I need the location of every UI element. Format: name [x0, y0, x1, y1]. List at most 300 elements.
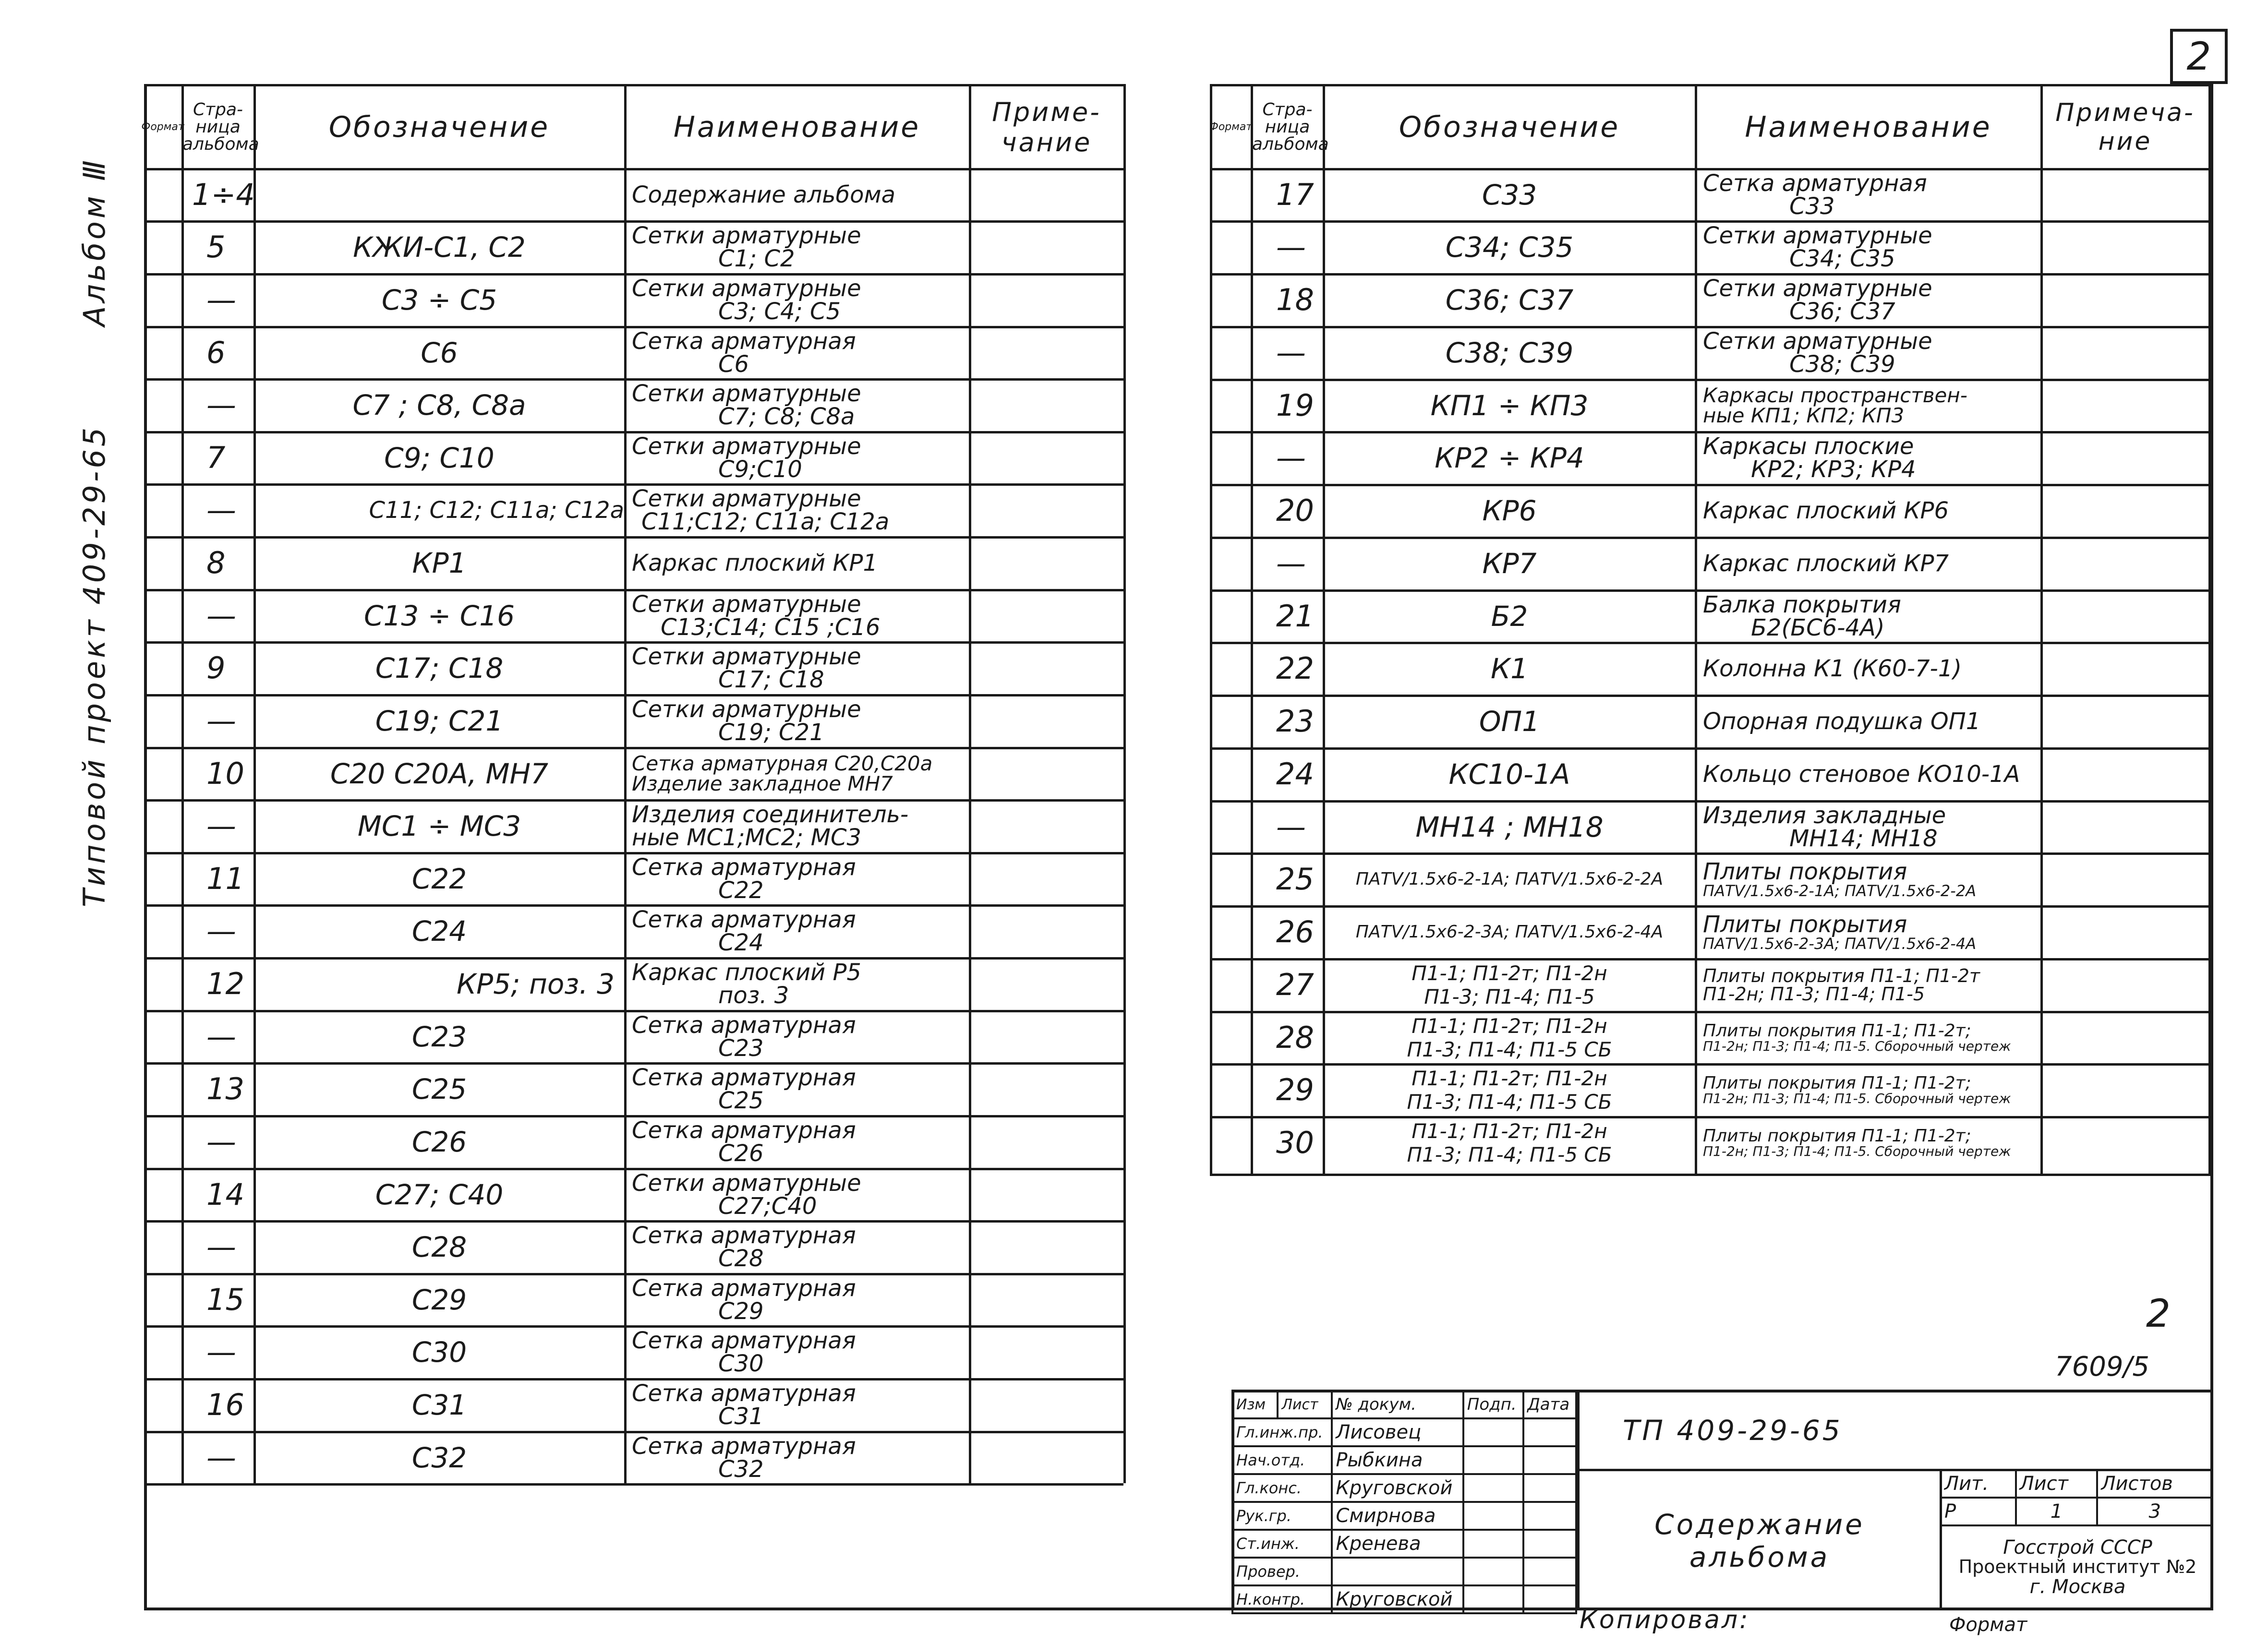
left-row-name-line1: Сетка арматурная [632, 1116, 856, 1144]
right-row-name-line1: Изделия закладные [1703, 802, 1946, 829]
left-header-page: Стра-ница альбома [182, 100, 259, 154]
right-row-name [1696, 801, 2047, 852]
sheet-title-line2: альбома [1689, 1541, 1830, 1573]
right-row-name [1696, 853, 2047, 905]
right-row-page: 30 [1276, 1125, 1314, 1160]
right-row-designation [1324, 380, 1695, 431]
right-header-format: Формат [1209, 121, 1253, 133]
right-row-designation [1324, 538, 1695, 589]
right-row-page: 17 [1276, 177, 1314, 212]
left-row-page: — [206, 282, 236, 317]
left-row-name [625, 1169, 976, 1220]
right-row-name-line1: Опорная подушка ОП1 [1703, 708, 1981, 735]
right-row-name-line1: Сетки арматурные [1703, 275, 1932, 302]
sheet-label: Лист [2016, 1470, 2098, 1498]
left-row-name-line1: Сетка арматурная [632, 1274, 856, 1302]
stamp-sign-cell [1463, 1474, 1523, 1502]
format-label: Формат [1949, 1614, 2027, 1636]
right-row-designation-line1: П1-1; П1-2т; П1-2н [1411, 1066, 1607, 1090]
left-row-page: — [206, 1440, 236, 1475]
left-row-name-line1: Изделия соединитель- [632, 801, 909, 828]
stamp-sign-cell [1463, 1446, 1523, 1474]
right-row-designation-line2: П1-3; П1-4; П1-5 СБ [1407, 1142, 1612, 1166]
right-row-designation-line1: К1 [1490, 652, 1529, 685]
organization [1942, 1524, 2213, 1610]
right-row-page: 22 [1276, 651, 1314, 686]
left-row-designation: С24 [411, 914, 467, 948]
right-row-designation [1324, 906, 1695, 958]
right-row-name [1696, 485, 2047, 536]
sheets-value: 3 [2097, 1498, 2212, 1525]
right-row-page: 20 [1276, 493, 1314, 528]
right-row-designation [1324, 748, 1695, 800]
stamp-person: Круговской [1332, 1585, 1463, 1613]
left-row-name-line1: Сетка арматурная [632, 1432, 856, 1460]
left-row-name-line1: Сетки арматурные [632, 432, 861, 460]
right-row-designation [1324, 853, 1695, 905]
left-row-page: — [206, 703, 236, 738]
stamp-role: Гл.инж.пр. [1232, 1418, 1332, 1446]
right-row-name-line1: Каркасы плоские [1703, 432, 1914, 460]
left-row-name-line2: С6 [718, 350, 749, 378]
right-row-name-line1: Кольцо стеновое КО10-1А [1703, 760, 2020, 788]
right-row-designation [1324, 1012, 1695, 1063]
frame-mid-left [144, 1483, 1123, 1486]
right-row-page: 19 [1276, 388, 1314, 423]
left-row-name [625, 484, 976, 536]
organization-line1: Госстрой СССР [2003, 1536, 2152, 1559]
right-row-designation [1324, 1064, 1695, 1116]
left-row-page: 13 [206, 1071, 244, 1106]
left-row-name-line1: Сетка арматурная [632, 1327, 856, 1354]
left-row-designation: КР1 [412, 546, 467, 579]
left-row-name [625, 274, 976, 325]
right-row-name [1696, 221, 2047, 273]
left-row-page: 5 [206, 229, 226, 264]
right-header-note: Примеча-ние [2055, 98, 2195, 156]
left-row-name-line1: Сетка арматурная С20,С20а [632, 751, 933, 775]
left-row-name-line2: С26 [718, 1140, 764, 1167]
left-row-page: 7 [206, 440, 226, 475]
left-row-designation: С3 ÷ С5 [381, 283, 497, 316]
right-row-designation [1324, 696, 1695, 747]
right-row-name-line2: МН14; МН18 [1789, 825, 1938, 852]
left-row-designation: С6 [421, 336, 458, 369]
left-row-name-line2: С1; С2 [718, 245, 795, 272]
left-row-designation: С28 [411, 1230, 467, 1263]
right-header-page: Стра-ница альбома [1252, 100, 1329, 154]
right-row-name-line2: С36; С37 [1789, 298, 1895, 325]
stamp-role: Н.контр. [1232, 1585, 1332, 1613]
left-row-page: 10 [206, 756, 244, 791]
right-row-name-line2: С33 [1789, 192, 1835, 220]
left-row-name-line1: Сетка арматурная [632, 906, 856, 933]
stamp-person: Кренева [1332, 1530, 1463, 1558]
right-row-page: 24 [1276, 756, 1314, 792]
right-row-name-line1: Каркасы пространствен- [1703, 383, 1967, 407]
right-row-page: 27 [1276, 967, 1314, 1002]
stamp-date-cell [1523, 1558, 1576, 1585]
left-row-name [625, 590, 976, 641]
left-row-page: 9 [206, 650, 226, 685]
right-row-name [1696, 748, 2047, 800]
right-row-designation-line1: МН14 ; МН18 [1415, 810, 1604, 843]
left-row-designation: С32 [411, 1441, 467, 1474]
right-row-name [1696, 169, 2047, 220]
left-row-name-line2: С31 [718, 1403, 764, 1430]
right-row-page: — [1276, 546, 1306, 581]
stamp-head-izm: Изм [1232, 1391, 1278, 1418]
right-row-designation [1324, 590, 1695, 642]
right-row-name-line1: Плиты покрытия П1-1; П1-2т; [1703, 1020, 1971, 1041]
left-row-name [625, 905, 976, 957]
left-row-name-line1: Сетки арматурные [632, 380, 861, 407]
left-row-name-line1: Сетка арматурная [632, 1222, 856, 1249]
stamp-sign-cell [1463, 1585, 1523, 1613]
stamp-role: Провер. [1232, 1558, 1332, 1585]
right-row-designation-line1: КС10-1А [1448, 757, 1570, 791]
right-row-name [1696, 1064, 2047, 1116]
right-row-page: — [1276, 229, 1306, 264]
right-row-name [1696, 538, 2047, 589]
left-row-page: — [206, 1229, 236, 1264]
right-row-designation-line1: П1-1; П1-2т; П1-2н [1411, 961, 1607, 985]
left-row-name-line2: С7; С8; С8а [718, 403, 855, 430]
right-row-name [1696, 380, 2047, 431]
stamp-person: Рыбкина [1332, 1446, 1463, 1474]
left-row-name [625, 695, 976, 746]
right-row-designation [1324, 1117, 1695, 1168]
left-row-name-line1: Сетки арматурные [632, 643, 861, 670]
stamp-role: Гл.конс. [1232, 1474, 1332, 1502]
left-row-designation [254, 169, 624, 220]
right-row-name-line2: П1-2н; П1-3; П1-4; П1-5. Сборочный чертеж [1703, 1143, 2011, 1159]
right-row-page: 18 [1276, 282, 1314, 317]
right-row-name-line1: Каркас плоский КР6 [1703, 497, 1949, 524]
left-row-name-line1: Сетки арматурные [632, 696, 861, 723]
left-row-designation: С9; С10 [384, 441, 495, 474]
left-row-name-line2: С22 [718, 876, 764, 904]
stamp-person [1332, 1558, 1463, 1585]
left-row-name-line2: ные МС1;МС2; МС3 [632, 824, 862, 851]
sheet-number: 2 [2186, 34, 2211, 79]
right-row-designation-line1: С34; С35 [1445, 230, 1574, 264]
left-row-designation: С23 [411, 1020, 467, 1053]
right-row-page: — [1276, 809, 1306, 844]
stamp-role: Ст.инж. [1232, 1530, 1332, 1558]
handwritten-number: 2 [2146, 1291, 2171, 1336]
right-row-designation-line1: Б2 [1491, 600, 1528, 633]
left-row-name-line2: С9;С10 [718, 456, 802, 483]
right-row-designation [1324, 485, 1695, 536]
stamp-head-sign: Подп. [1463, 1391, 1523, 1418]
left-row-name [625, 379, 976, 431]
left-row-name-line1: Сетка арматурная [632, 327, 856, 355]
right-row-designation-line2: П1-3; П1-4; П1-5 [1424, 984, 1595, 1008]
right-row-name-line1: Сетки арматурные [1703, 327, 1932, 355]
left-row-page: 16 [206, 1387, 244, 1422]
left-row-name [625, 958, 976, 1009]
right-row-designation-line1: КР7 [1482, 547, 1537, 580]
left-row-name [625, 537, 976, 588]
left-row-designation: С27; С40 [375, 1178, 504, 1211]
stamp-person: Лисовец [1332, 1418, 1463, 1446]
left-row-name-line2: С30 [718, 1350, 764, 1377]
left-row-name [625, 1116, 976, 1167]
right-row-designation [1324, 327, 1695, 378]
left-row-designation: С31 [411, 1388, 467, 1421]
stamp-date-cell [1523, 1502, 1576, 1530]
right-row-name-line1: Сетки арматурные [1703, 222, 1932, 249]
left-row-name-line2: С25 [718, 1087, 764, 1114]
stamp-head-list: Лист [1278, 1391, 1332, 1418]
stamp-head-doc: № докум. [1332, 1391, 1463, 1418]
right-row-name-line2: ПАТV/1.5х6-2-3А; ПАТV/1.5х6-2-4А [1703, 934, 1977, 953]
right-row-designation-line1: С38; С39 [1445, 336, 1574, 369]
left-row-page: 6 [206, 335, 226, 370]
right-row-page: 26 [1276, 914, 1314, 949]
right-row-designation [1324, 169, 1695, 220]
left-row-page: 11 [206, 861, 244, 896]
right-row-name [1696, 432, 2047, 483]
left-row-name [625, 221, 976, 273]
right-row-name [1696, 590, 2047, 642]
sheet-title-line1: Содержание [1654, 1508, 1865, 1541]
right-row-designation-line1: С36; С37 [1445, 283, 1574, 316]
right-row-name-line2: Б2(БС6-4А) [1751, 614, 1885, 641]
right-header-name: Наименование [1745, 110, 1992, 144]
left-row-designation: С13 ÷ С16 [363, 599, 515, 632]
right-row-name-line1: Сетка арматурная [1703, 169, 1927, 197]
stamp-date-cell [1523, 1446, 1576, 1474]
left-row-name-line1: Содержание альбома [632, 181, 896, 208]
left-row-name [625, 1326, 976, 1378]
left-row-name-line1: Сетки арматурные [632, 222, 861, 249]
sheets-label: Листов [2097, 1470, 2212, 1498]
left-row-designation: С25 [411, 1072, 467, 1105]
left-row-name [625, 1274, 976, 1325]
left-row-name-line1: Сетка арматурная [632, 1064, 856, 1091]
left-row-name [625, 853, 976, 904]
copied-label: Копировал: [1580, 1606, 1750, 1634]
right-row-name-line2: С34; С35 [1789, 245, 1895, 272]
left-row-name-line2: С24 [718, 929, 764, 956]
sheet-title [1580, 1471, 1940, 1610]
right-row-designation [1324, 432, 1695, 483]
left-row-name [625, 1063, 976, 1115]
left-row-designation: С11; С12; С11а; С12а [369, 496, 624, 524]
right-row-name-line1: Каркас плоский КР7 [1703, 550, 1949, 577]
left-row-page: 12 [206, 966, 244, 1001]
stamp-date-cell [1523, 1530, 1576, 1558]
signature-table [1231, 1390, 1577, 1614]
right-row-designation-line1: КП1 ÷ КП3 [1430, 389, 1589, 422]
right-row-name-line1: Плиты покрытия П1-1; П1-2т; [1703, 1126, 1971, 1146]
right-row-designation [1324, 959, 1695, 1010]
left-row-name-line1: Сетка арматурная [632, 1011, 856, 1039]
right-row-name-line1: Плиты покрытия П1-1; П1-2т [1703, 965, 1980, 986]
left-row-name [625, 1379, 976, 1430]
right-row-page: 23 [1276, 704, 1314, 739]
frame-mid-right [1210, 1174, 2213, 1176]
lit-value: Р [1941, 1498, 2016, 1525]
left-row-designation: С29 [411, 1283, 467, 1316]
right-row-name-line1: Колонна К1 (К60-7-1) [1703, 655, 1962, 682]
left-row-designation: С20 С20А, МН7 [330, 757, 549, 790]
left-row-designation: КР5; поз. 3 [456, 967, 615, 1000]
document-number: 7609/5 [2055, 1351, 2150, 1382]
stamp-sign-cell [1463, 1418, 1523, 1446]
left-row-name [625, 642, 976, 694]
left-row-name-line2: С27;С40 [718, 1192, 817, 1220]
left-row-name-line1: Каркас плоский КР1 [632, 549, 878, 576]
left-row-designation: КЖИ-С1, С2 [353, 230, 526, 264]
right-row-designation-line2: П1-3; П1-4; П1-5 СБ [1407, 1090, 1612, 1114]
right-row-designation-line1: КР2 ÷ КР4 [1435, 441, 1584, 474]
left-row-name [625, 169, 976, 220]
right-row-page: — [1276, 440, 1306, 475]
project-code: ТП 409-29-65 [1623, 1414, 1843, 1447]
left-row-designation: С30 [411, 1335, 467, 1368]
left-row-name-line2: С3; С4; С5 [718, 298, 841, 325]
right-row-designation-line1: ПАТV/1.5х6-2-3А; ПАТV/1.5х6-2-4А [1355, 922, 1664, 942]
left-row-name-line2: поз. 3 [718, 982, 789, 1009]
right-row-designation-line1: С33 [1482, 178, 1537, 211]
right-row-name [1696, 1117, 2047, 1168]
left-row-page: — [206, 1019, 236, 1054]
left-header-designation: Обозначение [328, 110, 550, 144]
right-row-designation [1324, 274, 1695, 325]
left-row-name-line2: С23 [718, 1034, 764, 1062]
right-row-name-line2: С38; С39 [1789, 350, 1895, 378]
right-row-name-line2: П1-2н; П1-3; П1-4; П1-5. Сборочный чертеж [1703, 1038, 2011, 1054]
left-row-page: 8 [206, 545, 226, 580]
right-row-page: 28 [1276, 1020, 1314, 1055]
left-row-name [625, 1011, 976, 1062]
lit-label: Лит. [1941, 1470, 2016, 1498]
stamp-sign-cell [1463, 1530, 1523, 1558]
right-row-designation [1324, 221, 1695, 273]
left-row-designation: С19; С21 [375, 704, 504, 737]
left-header-note: Приме-чание [992, 97, 1101, 157]
stamp-role: Рук.гр. [1232, 1502, 1332, 1530]
left-row-name-line2: Изделие закладное МН7 [632, 771, 893, 795]
left-row-name-line1: Сетка арматурная [632, 1380, 856, 1407]
left-row-page: 1÷4 [192, 177, 255, 212]
right-row-designation [1324, 801, 1695, 852]
left-row-name-line1: Каркас плоский Р5 [632, 959, 861, 986]
right-row-name [1696, 1012, 2047, 1063]
left-row-designation: МС1 ÷ МС3 [357, 809, 521, 842]
stamp-date-cell [1523, 1585, 1576, 1613]
left-row-designation: С7 ; С8, С8а [352, 388, 526, 421]
right-row-designation-line2: П1-3; П1-4; П1-5 СБ [1407, 1037, 1612, 1061]
stamp-sign-cell [1463, 1502, 1523, 1530]
left-row-page: — [206, 1124, 236, 1159]
left-row-name-line2: С17; С18 [718, 666, 824, 693]
right-header-designation: Обозначение [1399, 110, 1620, 144]
left-row-name-line2: С29 [718, 1297, 764, 1325]
left-row-name [625, 1221, 976, 1272]
left-row-name [625, 800, 976, 852]
right-row-name [1696, 696, 2047, 747]
stamp-date-cell [1523, 1474, 1576, 1502]
organization-line2: Проектный институт №2 [1958, 1556, 2197, 1578]
left-row-page: 15 [206, 1282, 244, 1317]
left-row-name [625, 432, 976, 483]
right-row-name-line2: КР2; КР3; КР4 [1751, 456, 1916, 483]
right-row-name-line1: Плиты покрытия П1-1; П1-2т; [1703, 1073, 1971, 1093]
right-row-designation-line1: ОП1 [1479, 705, 1540, 738]
right-row-name-line1: Балка покрытия [1703, 591, 1901, 618]
left-row-page: — [206, 598, 236, 633]
right-row-page: — [1276, 335, 1306, 370]
right-row-designation-line1: ПАТV/1.5х6-2-1А; ПАТV/1.5х6-2-2А [1355, 869, 1664, 889]
left-row-designation: С26 [411, 1125, 467, 1158]
left-row-name-line1: Сетка арматурная [632, 853, 856, 881]
left-row-page: — [206, 913, 236, 948]
left-header-name: Наименование [673, 110, 921, 144]
side-label-album: Альбом Ⅲ [77, 157, 112, 326]
right-row-page: 21 [1276, 599, 1314, 634]
left-row-name-line2: С19; С21 [718, 719, 824, 746]
right-row-name [1696, 906, 2047, 958]
left-row-name-line2: С32 [718, 1455, 764, 1483]
stamp-date-cell [1523, 1418, 1576, 1446]
right-row-name [1696, 959, 2047, 1010]
sheet-info-table [1940, 1469, 2213, 1526]
right-row-name-line2: П1-2н; П1-3; П1-4; П1-5 [1703, 983, 1925, 1005]
left-row-page: — [206, 492, 236, 528]
right-row-name-line2: ные КП1; КП2; КП3 [1703, 403, 1905, 427]
left-row-name-line1: Сетки арматурные [632, 275, 861, 302]
left-row-page: — [206, 387, 236, 422]
sheet-value: 1 [2016, 1498, 2098, 1525]
right-row-designation-line1: П1-1; П1-2т; П1-2н [1411, 1014, 1607, 1038]
stamp-sign-cell [1463, 1558, 1523, 1585]
organization-line3: г. Москва [2029, 1575, 2126, 1598]
left-row-name-line1: Сетки арматурные [632, 590, 861, 618]
left-row-designation: С22 [411, 862, 467, 895]
left-header-format: Формат [141, 121, 184, 133]
right-row-designation-line1: П1-1; П1-2т; П1-2н [1411, 1119, 1607, 1143]
left-row-page: — [206, 1334, 236, 1369]
left-row-designation: С17; С18 [375, 651, 504, 684]
left-row-name [625, 327, 976, 378]
right-row-name-line2: П1-2н; П1-3; П1-4; П1-5. Сборочный чертеж [1703, 1090, 2011, 1106]
right-row-page: 29 [1276, 1072, 1314, 1107]
right-row-designation [1324, 643, 1695, 694]
left-row-name [625, 1432, 976, 1483]
right-row-name [1696, 327, 2047, 378]
side-label-project: Типовой проект 409-29-65 [77, 424, 112, 907]
right-row-name [1696, 643, 2047, 694]
stamp-role: Нач.отд. [1232, 1446, 1332, 1474]
left-row-name [625, 748, 976, 799]
left-row-page: — [206, 808, 236, 843]
right-row-designation-line1: КР6 [1482, 494, 1537, 527]
left-row-name-line2: С13;С14; С15 ;С16 [661, 613, 881, 641]
left-row-name-line2: С11;С12; С11а; С12а [641, 508, 890, 535]
right-row-name-line1: Плиты покрытия [1703, 858, 1907, 885]
left-row-name-line2: С28 [718, 1245, 764, 1272]
stamp-person: Круговской [1332, 1474, 1463, 1502]
left-row-page: 14 [206, 1177, 244, 1212]
right-row-name-line1: Плиты покрытия [1703, 911, 1907, 938]
left-row-name-line1: Сетки арматурные [632, 485, 861, 512]
right-row-name-line2: ПАТV/1.5х6-2-1А; ПАТV/1.5х6-2-2А [1703, 881, 1977, 900]
left-row-name-line1: Сетки арматурные [632, 1169, 861, 1197]
